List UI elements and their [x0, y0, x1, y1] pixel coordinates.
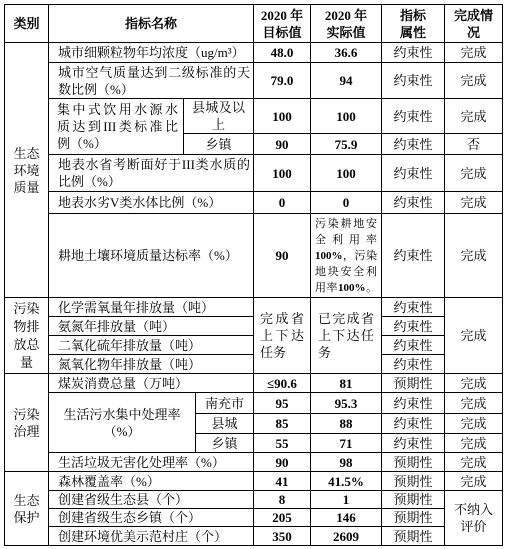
actual-value: 81: [311, 374, 382, 393]
indicator-name: 耕地土壤环境质量达标率（%）: [49, 214, 254, 298]
indicator-subcategory: 乡镇: [184, 134, 254, 155]
indicator-name-line: 例（%）: [57, 136, 107, 151]
category-pollution-control: [5, 374, 49, 472]
indicator-attribute: 约束性: [382, 192, 445, 214]
header-line: 2020 年: [260, 7, 304, 23]
table-row: [5, 63, 503, 99]
header-actual-value: [311, 5, 382, 43]
category-ecological-protection: [5, 472, 49, 546]
actual-value: 1: [311, 491, 382, 509]
target-value: 100: [254, 155, 311, 192]
indicator-attribute: 约束性: [382, 393, 445, 414]
target-value: 100: [254, 99, 311, 134]
indicator-name: [49, 99, 184, 155]
actual-value: 146: [311, 509, 382, 527]
target-value: 55: [254, 434, 311, 453]
indicator-attribute: 约束性: [382, 414, 445, 434]
target-value: 90: [254, 214, 311, 298]
note-number: 100%: [338, 281, 366, 294]
indicator-attribute: 约束性: [382, 155, 445, 192]
table-row: [5, 472, 503, 491]
indicator-name: 创建省级生态县（个）: [49, 491, 254, 509]
category-label-line: 污染: [13, 300, 40, 316]
category-label-line: 生态: [13, 145, 40, 161]
target-value: 48.0: [254, 43, 311, 63]
target-value: 85: [254, 414, 311, 434]
header-line: 指标: [399, 7, 426, 23]
indicator-subcategory: 南充市: [196, 393, 254, 414]
header-line: 完成情: [453, 7, 493, 23]
category-label-line: 生态: [13, 492, 40, 508]
actual-line: 已完成省: [318, 311, 374, 326]
indicator-attribute: 约束性: [382, 434, 445, 453]
header-indicator-name: 指标名称: [49, 5, 254, 43]
note-line: [315, 232, 377, 248]
indicator-attribute: 约束性: [382, 298, 445, 317]
target-value: 350: [254, 527, 311, 546]
indicator-attribute: 预期性: [382, 453, 445, 472]
indicator-name-line: （%）: [103, 423, 141, 439]
actual-line: 上下达任: [318, 328, 374, 343]
category-label-line: 质量: [13, 179, 40, 195]
actual-value: 100: [311, 99, 382, 134]
completion-status: 完成: [445, 472, 503, 491]
completion-status: [445, 491, 503, 546]
indicator-name: 森林覆盖率（%）: [49, 472, 254, 491]
indicator-attribute: 预期性: [382, 374, 445, 393]
completion-status: 完成: [445, 43, 503, 63]
target-value: 0: [254, 192, 311, 214]
category-label-line: 污染: [13, 406, 40, 422]
indicator-subcategory: 乡镇: [196, 434, 254, 453]
header-line: 况: [466, 24, 480, 40]
completion-status: 否: [445, 134, 503, 155]
indicator-attribute: 约束性: [382, 317, 445, 336]
indicator-name: [49, 63, 254, 99]
indicator-name: 城市细颗粒物年均浓度（ug/m³）: [49, 43, 254, 63]
category-label-line: 量: [19, 354, 33, 370]
category-label-line: 治理: [13, 423, 40, 439]
actual-value: 88: [311, 414, 382, 434]
subcategory-line: 上: [211, 117, 225, 132]
completion-status: 完成: [445, 374, 503, 393]
actual-value: 71: [311, 434, 382, 453]
indicator-name: [49, 393, 196, 453]
indicator-name-line: 生活污水集中处理率: [63, 406, 181, 422]
actual-value: 75.9: [311, 134, 382, 155]
category-label-line: 保护: [13, 509, 40, 525]
header-line: 实际值: [326, 24, 366, 40]
indicator-name: 氮氧化物年排放量（吨）: [49, 355, 254, 374]
table-row: [5, 491, 503, 509]
indicator-attribute: 约束性: [382, 43, 445, 63]
indicator-name-line: 地表水省考断面好于III类水质的: [58, 157, 250, 172]
actual-value: 98: [311, 453, 382, 472]
header-category: 类别: [5, 5, 49, 43]
header-status: [445, 5, 503, 43]
actual-value-note: [311, 214, 382, 298]
indicator-name: 地表水劣V类水体比例（%）: [49, 192, 254, 214]
category-label-line: 物排: [13, 318, 40, 334]
note-text: 用率: [315, 281, 338, 294]
indicator-attribute: 预期性: [382, 472, 445, 491]
header-attribute: [382, 5, 445, 43]
actual-value: 100: [311, 155, 382, 192]
indicator-name: 煤炭消费总量（万吨）: [49, 374, 254, 393]
table-row: [5, 374, 503, 393]
category-label-line: 环境: [13, 162, 40, 178]
indicator-attribute: 约束性: [382, 336, 445, 355]
indicator-name-line: 质达到III类标准比: [57, 119, 178, 134]
actual-value: 41.5%: [311, 472, 382, 491]
target-line: 任务: [260, 345, 287, 360]
note-text: ，污染: [342, 249, 377, 262]
subcategory-line: 县城及以: [192, 100, 245, 115]
actual-line: 务: [318, 345, 332, 360]
note-text: 污染耕地安: [315, 217, 377, 230]
completion-status: 完成: [445, 453, 503, 472]
target-value: [254, 298, 311, 374]
indicator-name: [49, 155, 254, 192]
target-value: 41: [254, 472, 311, 491]
completion-status: 完成: [445, 155, 503, 192]
completion-status: 完成: [445, 192, 503, 214]
note-line: [315, 264, 377, 280]
indicator-attribute: 预期性: [382, 527, 445, 546]
indicator-name-line: 数比例（%）: [58, 81, 134, 97]
completion-status: 完成: [445, 63, 503, 99]
indicator-attribute: 约束性: [382, 355, 445, 374]
header-row: [5, 5, 503, 43]
indicator-subcategory: 县城: [196, 414, 254, 434]
table-row: [5, 155, 503, 192]
indicator-attribute: 约束性: [382, 134, 445, 155]
indicator-name: 生活垃圾无害化处理率（%）: [49, 453, 254, 472]
completion-status: 完成: [445, 99, 503, 134]
target-value: 95: [254, 393, 311, 414]
header-line: 目标值: [262, 24, 302, 40]
table-row: [5, 393, 503, 414]
actual-value: 94: [311, 63, 382, 99]
indicator-name-line: 比例（%）: [58, 174, 121, 189]
status-line: 评价: [460, 519, 487, 534]
target-value: ≤90.6: [254, 374, 311, 393]
note-text: 。: [365, 281, 377, 294]
status-line: 不纳入: [453, 502, 493, 517]
category-pollutant-emissions: [5, 298, 49, 374]
category-label-line: 放总: [13, 336, 40, 352]
target-value: 90: [254, 453, 311, 472]
actual-value: [311, 298, 382, 374]
actual-value: 0: [311, 192, 382, 214]
actual-value: 2609: [311, 527, 382, 546]
target-value: 90: [254, 134, 311, 155]
indicator-attribute: 约束性: [382, 99, 445, 134]
table-row: [5, 192, 503, 214]
table-row: [5, 527, 503, 546]
indicator-name-line: 城市空气质量达到二级标准的天: [58, 64, 250, 80]
actual-value: 95.3: [311, 393, 382, 414]
note-text: 地块安全利: [315, 265, 377, 278]
completion-status: 完成: [445, 298, 503, 374]
table-row: [5, 453, 503, 472]
target-line: 完成省: [260, 311, 304, 326]
table-row: [5, 99, 503, 134]
header-line: 属性: [399, 24, 426, 40]
indicator-attribute: 约束性: [382, 63, 445, 99]
note-text: 全利用率: [315, 233, 377, 246]
completion-status: 完成: [445, 214, 503, 298]
completion-status: 完成: [445, 434, 503, 453]
table-row: [5, 298, 503, 317]
note-line: [315, 216, 377, 232]
indicator-attribute: 约束性: [382, 214, 445, 298]
indicator-table: [4, 4, 503, 546]
table-row: [5, 509, 503, 527]
header-line: 2020 年: [324, 7, 368, 23]
indicator-name: 二氧化硫年排放量（吨）: [49, 336, 254, 355]
indicator-name: 创建省级生态乡镇（个）: [49, 509, 254, 527]
note-number: 100%: [315, 249, 343, 262]
header-target-value: [254, 5, 311, 43]
indicator-name: 创建环境优美示范村庄（个）: [49, 527, 254, 546]
target-value: 79.0: [254, 63, 311, 99]
completion-status: 完成: [445, 414, 503, 434]
completion-status: 完成: [445, 393, 503, 414]
indicator-name: 化学需氧量年排放量（吨）: [49, 298, 254, 317]
indicator-attribute: 预期性: [382, 509, 445, 527]
table-row: [5, 214, 503, 298]
target-line: 上下达: [260, 328, 304, 343]
indicator-attribute: 预期性: [382, 491, 445, 509]
actual-value: 36.6: [311, 43, 382, 63]
indicator-subcategory: [184, 99, 254, 134]
note-line: [315, 280, 377, 296]
target-value: 205: [254, 509, 311, 527]
category-ecological-quality: [5, 43, 49, 298]
target-value: 8: [254, 491, 311, 509]
indicator-name: 氨氮年排放量（吨）: [49, 317, 254, 336]
indicator-name-line: 集中式饮用水源水: [57, 102, 178, 117]
table-row: [5, 43, 503, 63]
note-line: [315, 248, 377, 264]
